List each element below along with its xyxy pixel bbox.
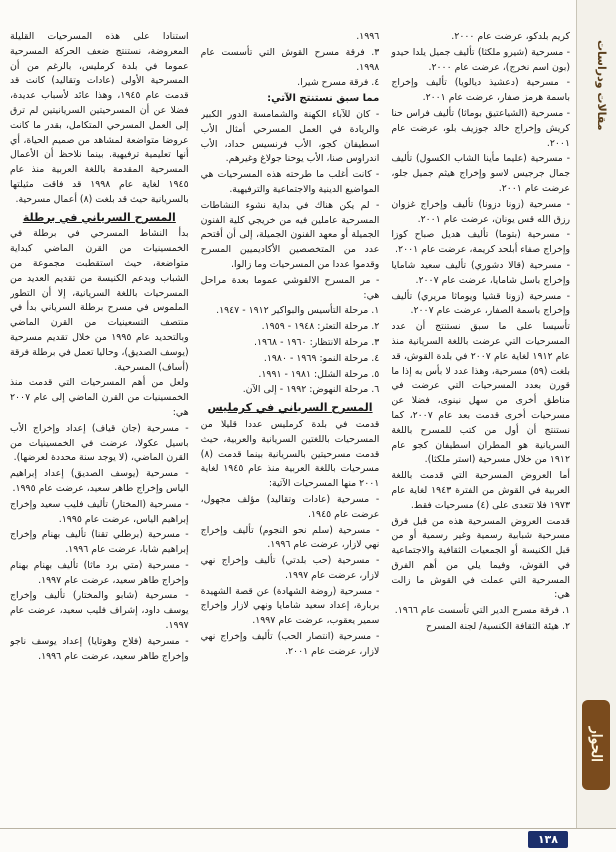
paragraph: - مسرحية (بتوما) تأليف هديل صباح كوزا وإخراج صفاء أبلحد كريمة، عرضت عام ٢٠٠١. xyxy=(391,229,570,256)
paragraph: ٤. فرقة مسرح شيرا. xyxy=(297,77,380,89)
paragraph: ٥. مرحلة الشلل: ١٩٨١ - ١٩٩١. xyxy=(258,368,380,380)
paragraph: - مسرحية (قالا دشوري) تأليف سعيد شامايا وإخراج باسل شامايا، عرضت عام ٢٠٠٧. xyxy=(391,259,570,286)
page-footer xyxy=(0,828,616,852)
paragraph: - كانت أغلب ما طرحته هذه المسرحيات هي المواضيع الدينية والاجتماعية والترفيهية. xyxy=(200,169,380,195)
paragraph: - مسرحية (متي برد ماثا) تأليف بهنام بهنام وإخراج طاهر سعيد، عرضت عام ١٩٩٧. xyxy=(9,559,189,586)
paragraph: ٢. مرحلة التعثر: ١٩٤٨ - ١٩٥٩. xyxy=(261,321,380,333)
paragraph: ولعل من أهم المسرحيات التي قدمت منذ الخمسينيات من القرن الماضي إلى عام ٢٠٠٧ هي: xyxy=(9,377,189,418)
paragraph: أما العروض المسرحية التي قدمت باللغة العربية في القوش من الفترة ١٩٤٣ لغاية عام ١٩٧٣ فلا تتعدى على (٤) مسرحيات فقط. xyxy=(391,470,570,511)
paragraph: ٦. مرحلة النهوض: ١٩٩٢ - إلى الآن. xyxy=(242,384,380,396)
paragraph: - مسرحية (جان قياف) إعداد وإخراج الأب باسيل عكولا، عرضت في الخمسينيات من القرن الماضي، (لا يوجد سنة محددة لعرضها). xyxy=(9,422,189,464)
paragraph: بدأ النشاط المسرحي في برطلة في الخمسينيات من القرن الماضي كبداية متواضعة، حيث استقطبت مجموعة من الشباب وبدعم الكنيسة من تقديم العديد من المسرحيات باللغة السريانية، إلا أن التطور الملموس في مسرح برطلة السرياني بدأ في منتصف التسعينيات من القرن الماضي وبالتحديد عام ١٩٩٥ من خلال تقديم مسرحية (يوسف الصديق)، وحاليا تعمل في برطلة فرقة (أساف) المسرحية. xyxy=(9,228,189,373)
paragraph: - مسرحية (روضة الشهادة) عن قصة الشهيدة بربارة، إعداد سعيد شامايا ونهي لازار وإخراج سمير يعقوب، عرضت عام ١٩٩٧. xyxy=(200,585,380,627)
paragraph: ٢. هيئة الثقافة الكنسية/ لجنة المسرح xyxy=(425,621,570,633)
paragraph: - كان للآباء الكهنة والشمامسة الدور الكبير والريادة في العمل المسرحي أمثال الأب اسطيفان كجو، الأب فرنسيس حداد، الأب اندراوس صنا، الأب يوحنا جولاغ وغيرهم. xyxy=(200,108,380,165)
section-band xyxy=(576,0,616,852)
magazine-logo xyxy=(582,700,610,790)
paragraph: - مسرحية (عليما مأينا الشاب الكسول) تأليف جمال جرجيس لاسو وإخراج هيثم جميل جلو، عرضت عام ٢٠٠١. xyxy=(391,153,570,194)
paragraph: ٣. فرقة مسرح القوش التي تأسست عام ١٩٩٨. xyxy=(200,46,380,73)
page-number: ١٣٨ xyxy=(528,831,568,848)
paragraph: ٣. مرحلة الانتظار: ١٩٦٠ - ١٩٦٨. xyxy=(253,336,380,348)
paragraph: قدمت العروض المسرحية هذه من قبل فرق مسرحية شبابية رسمية وغير رسمية أو من قبل الكنيسة أو الجمعيات الثقافية والاجتماعية في القوش، وفيما يلي من أهم الفرق المسرحية التي عملت في القوش ما زالت هي: xyxy=(391,515,570,601)
section-subheading: مما سبق نستنتج الآتي: xyxy=(267,93,380,105)
column-3 xyxy=(10,30,189,820)
paragraph: - مسرحية (حب بلدتي) تأليف وإخراج نهي لازار، عرضت عام ١٩٩٧. xyxy=(200,555,380,581)
paragraph: - مسرحية (الشياعتيق بوماثا) تأليف فراس حنا كريش وإخراج خالد جوزيف بلو، عرضت عام ٢٠٠١. xyxy=(391,107,570,149)
paragraph: - مسرحية (زونا قشيا ويوماثا مريري) تأليف وإخراج باسمة الصفار، عرضت عام ٢٠٠٧. xyxy=(391,290,570,317)
section-tag: مقالات ودراسات xyxy=(595,40,608,131)
paragraph: - مسرحية (يوسف الصديق) إعداد إبراهيم الياس وإخراج طاهر سعيد، عرضت عام ١٩٩٥. xyxy=(9,468,189,494)
paragraph: ١. فرقة مسرح الدير التي تأسست عام ١٩٦٦. xyxy=(394,605,570,617)
article-columns xyxy=(10,30,570,820)
paragraph: - مسرحية (انتصار الحب) تأليف وإخراج نهي لازار، عرضت عام ٢٠٠١. xyxy=(200,631,380,657)
paragraph: - لم يكن هناك في بداية نشوء النشاطات المسرحية عاملين فيه من خريجي كلية الفنون الجميلة أو معهد الفنون الجميلة، إلى أن أقتحم عدد من المتخصصين الأكاديميين المسرح وقدموا عددا من المسرحيات وما زالوا. xyxy=(200,199,380,270)
section-heading: المسرح السرياني في كرمليس xyxy=(207,401,373,415)
paragraph: تأسيسا على ما سبق نستنتج أن عدد المسرحيات التي عرضت باللغة السريانية منذ عام ١٩١٢ لغاية عام ٢٠٠٧ في بلدة القوش، قد بلغت (٥٩) مسرحية، وهذا عدد لا بأس به إذا ما قورن بعدد المسرحيات التي عرضت في مناطق أخرى من سهل نينوى، فضلا عن مسرحيات أخرى قدمت بعد عام ٢٠٠٧، كما نستنتج أن أول من كتب للمسرح باللغة السريانية هو المطران اسطيفان كجو عام ١٩١٢ من خلال مسرحية (استر ملكثا). xyxy=(391,321,570,466)
column-1 xyxy=(391,30,570,820)
paragraph: - مسرحية (المختار) تأليف فليب سعيد وإخراج إبراهيم الياس، عرضت عام ١٩٩٥. xyxy=(9,498,189,525)
section-heading: المسرح السرياني في برطلة xyxy=(22,210,176,224)
paragraph: استنادا على هذه المسرحيات القليلة المعروضة، نستنتج ضعف الحركة المسرحية عموما في بلدة كرمليس، بالرغم من أن المسرحية الأولى (عادات وتقاليد) كانت قد قدمت عام ١٩٤٥، وهذا عائد لأسباب عديدة، فضلا عن أن المسرحيتين السريانيتين لم ترق إلى العمل المسرحي المتكامل، بقدر ما كانت عروضا متواضعة لمشاهد من صميم الحياة، أي أنها تعليمية ترفيهية. بينما نلاحظ أن الأعمال المسرحية المقدمة باللغة العربية منذ عام ١٩٤٥ لغاية عام ١٩٩٨ قد فاقت مثيلتها بالسريانية حيث قد بلغت (٨) أعمال مسرحية. xyxy=(9,31,189,205)
paragraph: ١. مرحلة التأسيس والبواكير ١٩١٢ - ١٩٤٧. xyxy=(216,305,380,317)
paragraph: ١٩٩٦. xyxy=(356,31,380,42)
paragraph: - مسرحية (شيرو ملكثا) تأليف جميل يلدا حيدو (بون اسم نخرج)، عرضت عام ٢٠٠٠. xyxy=(391,46,570,73)
paragraph: - مسرحية (شابو والمختار) تأليف وإخراج يوسف داود، إشراف فليب سعيد، عرضت عام ١٩٩٧. xyxy=(9,590,189,632)
paragraph: - مسرحية (فلاح وهوتايا) إعداد يوسف ناجو وإخراج طاهر سعيد، عرضت عام ١٩٩٦. xyxy=(9,635,189,662)
paragraph: - مسرحية (سلم نحو النجوم) تأليف وإخراج نهي لازار، عرضت عام ١٩٩٦. xyxy=(200,524,380,551)
paragraph: ٤. مرحلة النمو: ١٩٦٩ - ١٩٨٠. xyxy=(263,352,380,364)
column-2 xyxy=(201,30,380,820)
paragraph: قدمت في بلدة كرمليس عددا قليلا من المسرحيات باللغتين السريانية والعربية، حيث قدمت مسرحيتين بالسريانية بينما قدمت (٨) مسرحيات باللغة العربية منذ عام ١٩٤٥ لغاية ٢٠٠١ منها المسرحيات الآتية: xyxy=(200,418,380,490)
logo-text: الحوار xyxy=(588,727,604,763)
paragraph: - مر المسرح الالقوشي عموما بعدة مراحل هي: xyxy=(200,274,380,301)
paragraph: كريم بلدكو، عرضت عام ٢٠٠٠. xyxy=(451,31,570,42)
paragraph: - مسرحية (دعشيذ ديالويا) تأليف وإخراج باسمة هرمز صفار، عرضت عام ٢٠٠١. xyxy=(391,77,570,104)
paragraph: - مسرحية (عادات وتقاليد) مؤلف مجهول، عرضت عام ١٩٤٥. xyxy=(200,493,380,520)
paragraph: - مسرحية (زونا دزونا) تأليف وإخراج غزوان رزق الله قس يونان، عرضت عام ٢٠٠١. xyxy=(391,198,570,225)
paragraph: - مسرحية (برطلي تقنا) تأليف بهنام وإخراج إبراهيم شابا، عرضت عام ١٩٩٦. xyxy=(9,529,189,556)
